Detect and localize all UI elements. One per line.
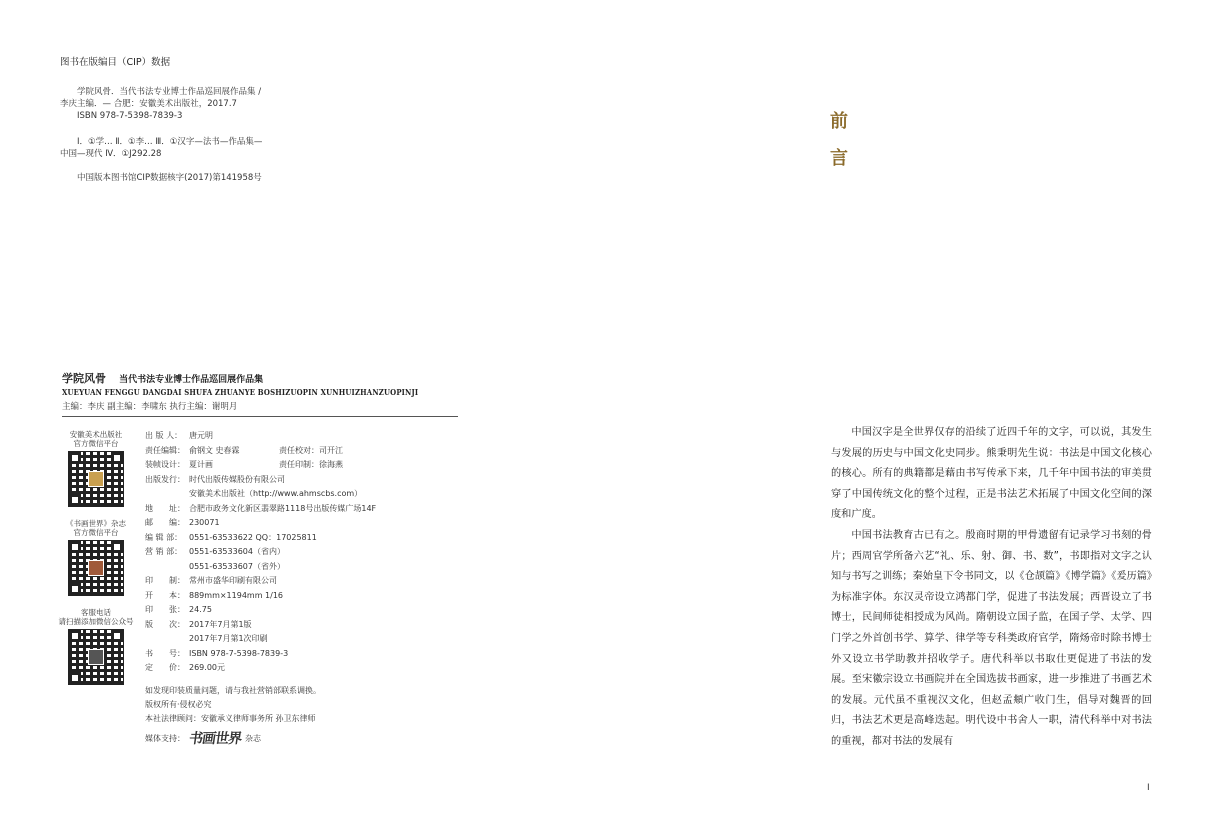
- preface-title-char: 言: [830, 148, 848, 169]
- pub-row: 编 辑 部： 0551-63533622 QQ：17025811: [145, 532, 317, 542]
- book-subtitle: 当代书法专业博士作品巡回展作品集: [119, 375, 264, 385]
- pub-row: 书 号： ISBN 978-7-5398-7839-3: [145, 648, 289, 658]
- cip-line: 中国版本图书馆CIP数据核字(2017)第141958号: [77, 173, 262, 183]
- preface-body: [831, 423, 1152, 753]
- preface-paragraph: 中国汉字是全世界仅存的沿续了近四千年的文字，可以说，其发生与发展的历史与中国文化史同步。熊秉明先生说：书法是中国文化核心的核心。所有的典籍都是藉由书写传承下来，几千年中国书法的审美贯穿了中国传统文化的整个过程，正是书法艺术拓展了中国文化空间的深度和广度。: [831, 427, 1152, 521]
- qr-label: 客服电话 请扫描添加微信公众号: [58, 608, 134, 626]
- pub-row: 地 址： 合肥市政务文化新区翡翠路1118号出版传媒广场14F: [145, 503, 377, 513]
- book-editors: 主编：李庆 副主编：李啸东 执行主编：谢明月: [62, 402, 238, 412]
- media-support: [145, 732, 321, 746]
- media-logo: 书画世界: [187, 731, 243, 747]
- preface-paragraph: 中国书法教育古已有之。殷商时期的甲骨遗留有记录学习书刻的骨片；西周官学所备六艺“礼、乐、射、御、书、数”，书即指对文字之认知与书写之训练；秦始皇下令书同文，以《仓颉篇》《博学篇》《爰历篇》为标准字体。东汉灵帝设立鸿都门学，促进了书法发展；西晋设立了书博士，民间师徒相授成为风尚。隋朝设立国子监，在国子学、太学、四门学之外首创书学、算学、律学等专科类政府官学，隋炀帝时除书博士外又设立书学助教并招收学子。唐代科举以书取仕更促进了书法的发展。至宋徽宗设立书画院并在全国选拔书画家，进一步推进了书画艺术的发展。元代虽不重视汉文化，但赵孟頫广收门生，倡导对魏晋的回归，书法艺术更是高峰迭起。明代设中书舍人一职，清代科举中对书法的重视，都对书法的发展有: [831, 529, 1152, 747]
- cip-line: ISBN 978-7-5398-7839-3: [77, 111, 183, 121]
- title-divider: [62, 416, 458, 417]
- notes-line: 版权所有·侵权必究: [145, 700, 212, 709]
- qr-code: [68, 540, 124, 596]
- pub-row: 装帧设计： 夏计画 责任印制：徐海燕: [145, 460, 343, 469]
- notes-line: 本社法律顾问：安徽承义律师事务所 孙卫东律师: [145, 714, 316, 723]
- qr-code: [68, 629, 124, 685]
- pub-row: 营 销 部： 0551-63533604（省内）: [145, 547, 285, 556]
- qr-label: 安徽美术出版社 官方微信平台: [69, 430, 123, 448]
- pub-row: 印 张： 24.75: [145, 605, 212, 614]
- media-support-suffix: 杂志: [245, 734, 261, 743]
- page-number: I: [1147, 783, 1150, 793]
- qr-label: 《书画世界》杂志 官方微信平台: [66, 519, 126, 537]
- notes-line: 如发现印装质量问题，请与我社营销部联系调换。: [145, 686, 321, 695]
- pub-row: 版 次： 2017年7月第1版: [145, 619, 252, 629]
- pub-row: 印 制： 常州市盛华印刷有限公司: [145, 576, 277, 585]
- pub-row: 安徽美术出版社（http://www.ahmscbs.com）: [189, 489, 363, 498]
- cip-line: 学院风骨．当代书法专业博士作品巡回展作品集 /: [77, 87, 262, 97]
- qr-column: [56, 430, 136, 685]
- pub-row: 责任编辑： 俞钢文 史春霖 责任校对：司开江: [145, 445, 343, 455]
- pub-row: 0551-63533607（省外）: [189, 561, 285, 571]
- book-title: 学院风骨: [62, 372, 106, 385]
- qr-group: [56, 430, 136, 507]
- cip-header: 图书在版编目（CIP）数据: [60, 57, 171, 68]
- notes-block: [145, 684, 321, 746]
- qr-group: [56, 608, 136, 685]
- pub-row: 定 价： 269.00元: [145, 663, 225, 672]
- pub-row: 出版发行： 时代出版传媒股份有限公司: [145, 474, 285, 484]
- publication-info: [145, 429, 376, 676]
- book-title-english: XUEYUAN FENGGU DANGDAI SHUFA ZHUANYE BOSHIZUOPIN XUNHUIZHANZUOPINJI: [62, 387, 419, 397]
- qr-group: [56, 519, 136, 596]
- pub-row: 出 版 人： 唐元明: [145, 431, 213, 440]
- qr-code: [68, 451, 124, 507]
- pub-row: 2017年7月第1次印刷: [189, 634, 268, 643]
- book-title-block: [62, 367, 462, 412]
- pub-row: 邮 编： 230071: [145, 518, 220, 527]
- cip-line: 中国—现代 Ⅳ．①J292.28: [60, 149, 162, 159]
- pub-row: 开 本： 889mm×1194mm 1/16: [145, 590, 284, 600]
- preface-title-char: 前: [830, 111, 848, 132]
- cip-block: [60, 86, 262, 184]
- cip-line: 李庆主编．— 合肥：安徽美术出版社，2017.7: [60, 99, 237, 109]
- media-support-label: 媒体支持：: [145, 734, 185, 743]
- cip-line: Ⅰ．①学… Ⅱ．①李… Ⅲ．①汉字—法书—作品集—: [77, 137, 263, 147]
